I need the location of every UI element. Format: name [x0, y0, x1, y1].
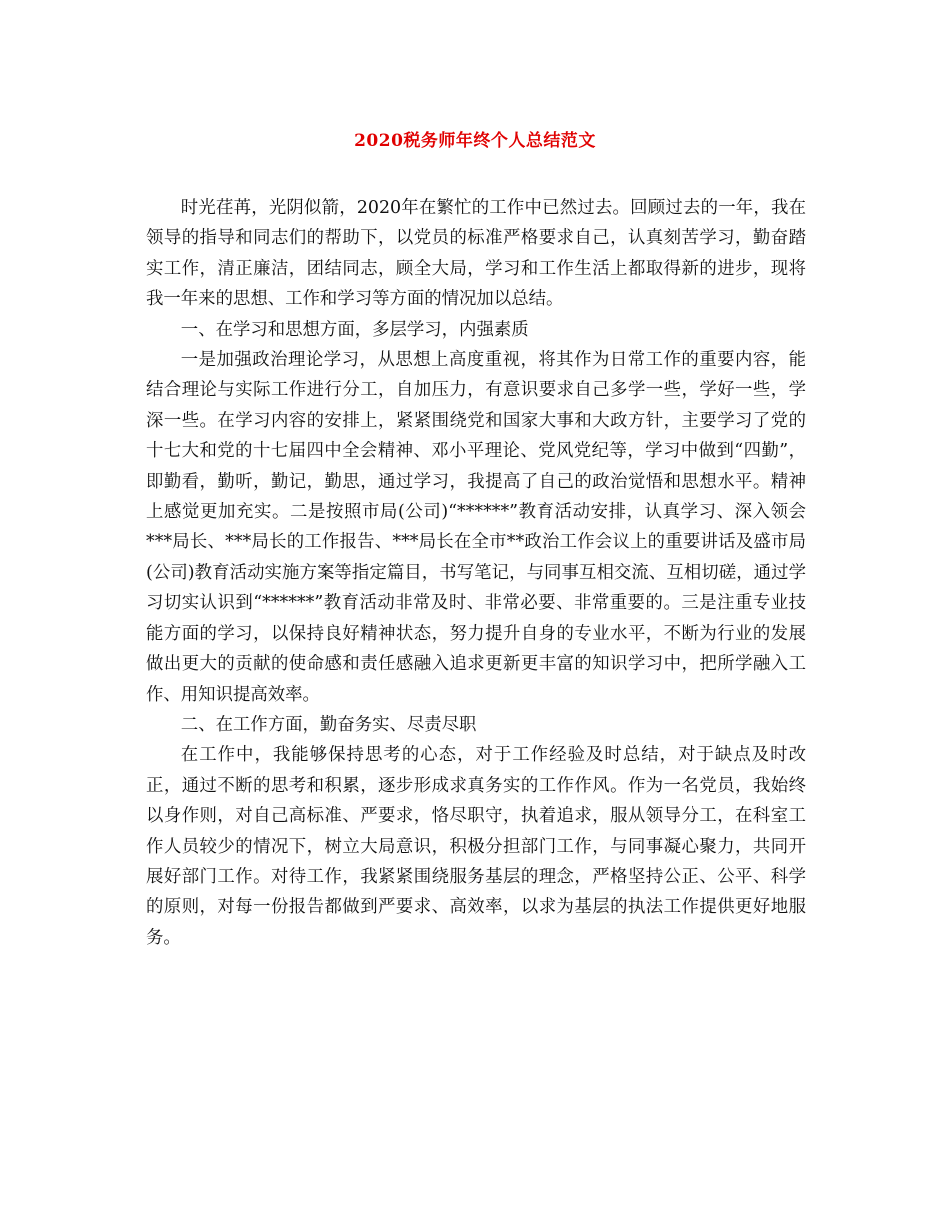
section-heading-study: 一、在学习和思想方面，多层学习，内强素质	[180, 319, 529, 340]
paragraph-work: 在工作中，我能够保持思考的心态，对于工作经验及时总结，对于缺点及时改正，通过不断的思考和积累，逐步形成求真务实的工作作风。作为一名党员，我始终以身作则，对自己高标准、严要求，恪尽职守，执着追求，服从领导分工，在科室工作人员较少的情况下，树立大局意识，积极分担部门工作，与同事凝心聚力，共同开展好部门工作。对待工作，我紧紧围绕服务基层的理念，严格坚持公正、公平、科学的原则，对每一份报告都做到严要求、高效率，以求为基层的执法工作提供更好地服务。	[146, 745, 806, 948]
section-heading-work: 二、在工作方面，勤奋务实、尽责尽职	[180, 714, 477, 735]
document-body	[146, 193, 806, 953]
paragraph-study: 一是加强政治理论学习，从思想上高度重视，将其作为日常工作的重要内容，能结合理论与实际工作进行分工，自加压力，有意识要求自己多学一些，学好一些，学深一些。在学习内容的安排上，紧紧围绕党和国家大事和大政方针，主要学习了党的十七大和党的十七届四中全会精神、邓小平理论、党风党纪等，学习中做到“四勤”，即勤看，勤听，勤记，勤思，通过学习，我提高了自己的政治觉悟和思想水平。精神上感觉更加充实。二是按照市局(公司)“******”教育活动安排，认真学习、深入领会***局长、***局长的工作报告、***局长在全市**政治工作会议上的重要讲话及盛市局(公司)教育活动实施方案等指定篇目，书写笔记，与同事互相交流、互相切磋，通过学习切实认识到“******”教育活动非常及时、非常必要、非常重要的。三是注重专业技能方面的学习，以保持良好精神状态，努力提升自身的专业水平，不断为行业的发展做出更大的贡献的使命感和责任感融入追求更新更丰富的知识学习中，把所学融入工作、用知识提高效率。	[146, 350, 806, 705]
paragraph-intro: 时光荏苒，光阴似箭，2020年在繁忙的工作中已然过去。回顾过去的一年，我在领导的指导和同志们的帮助下，以党员的标准严格要求自己，认真刻苦学习，勤奋踏实工作，清正廉洁，团结同志，顾全大局，学习和工作生活上都取得新的进步，现将我一年来的思想、工作和学习等方面的情况加以总结。	[146, 198, 806, 310]
document-title: 2020税务师年终个人总结范文	[354, 131, 596, 151]
